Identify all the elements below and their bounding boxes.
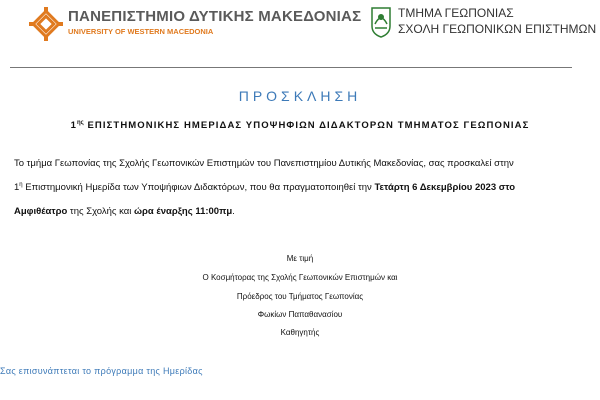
event-start-time: ώρα έναρξης 11:00πμ bbox=[134, 206, 233, 217]
department-name: ΤΜΗΜΑ ΓΕΩΠΟΝΙΑΣ bbox=[398, 6, 514, 20]
body-ordinal-suffix: η bbox=[19, 182, 23, 188]
subtitle-text: ΕΠΙΣΤΗΜΟΝΙΚΗΣ ΗΜΕΡΙΔΑΣ ΥΠΟΨΗΦΙΩΝ ΔΙΔΑΚΤΟΡΩΝ ΤΜΗΜΑΤΟΣ ΓΕΩΠΟΝΙΑΣ bbox=[83, 120, 530, 132]
document-title: ΠΡΟΣΚΛΗΣΗ bbox=[238, 88, 362, 104]
subtitle-ordinal-suffix: ης bbox=[76, 120, 84, 126]
body-line-2-text: Επιστημονική Ημερίδα των Υποψήφιων Διδακτόρων, που θα πραγματοποιηθεί την bbox=[22, 182, 375, 194]
body-line-3-end: . bbox=[232, 206, 235, 217]
signature-name: Φωκίων Παπαθανασίου bbox=[257, 310, 343, 319]
body-line-1: Το τμήμα Γεωπονίας της Σχολής Γεωπονικών Επιστημών του Πανεπιστημίου Δυτικής Μακεδονίας, σας προσκαλεί στην bbox=[14, 158, 514, 169]
signature-role-2: Πρόεδρος του Τμήματος Γεωπονίας bbox=[236, 292, 364, 301]
body-line-2 bbox=[14, 182, 515, 193]
university-title: ΠΑΝΕΠΙΣΤΗΜΙΟ ΔΥΤΙΚΗΣ ΜΑΚΕΔΟΝΙΑΣ bbox=[68, 8, 362, 25]
agriculture-school-logo-icon bbox=[370, 6, 392, 38]
event-date: Τετάρτη 6 Δεκεμβρίου 2023 στο bbox=[374, 182, 516, 194]
body-line-3 bbox=[14, 206, 235, 217]
university-subtitle: UNIVERSITY OF WESTERN MACEDONIA bbox=[68, 27, 214, 36]
signature-closing: Με τιμή bbox=[286, 254, 314, 263]
event-venue: Αμφιθέατρο bbox=[14, 206, 68, 217]
header-divider bbox=[10, 67, 572, 68]
subtitle-ordinal: 1 bbox=[70, 120, 77, 132]
school-name: ΣΧΟΛΗ ΓΕΩΠΟΝΙΚΩΝ ΕΠΙΣΤΗΜΩΝ bbox=[398, 22, 597, 36]
uowm-logo-icon bbox=[28, 6, 64, 42]
signature-role-1: Ο Κοσμήτορας της Σχολής Γεωπονικών Επιστημών και bbox=[202, 273, 398, 282]
body-ordinal: 1 bbox=[14, 182, 20, 194]
program-link[interactable]: Σας επισυνάπτεται το πρόγραμμα της Ημερίδας bbox=[0, 366, 203, 376]
body-line-3-text: της Σχολής και bbox=[67, 206, 135, 217]
signature-rank: Καθηγητής bbox=[280, 328, 320, 337]
document-subtitle bbox=[0, 120, 600, 131]
